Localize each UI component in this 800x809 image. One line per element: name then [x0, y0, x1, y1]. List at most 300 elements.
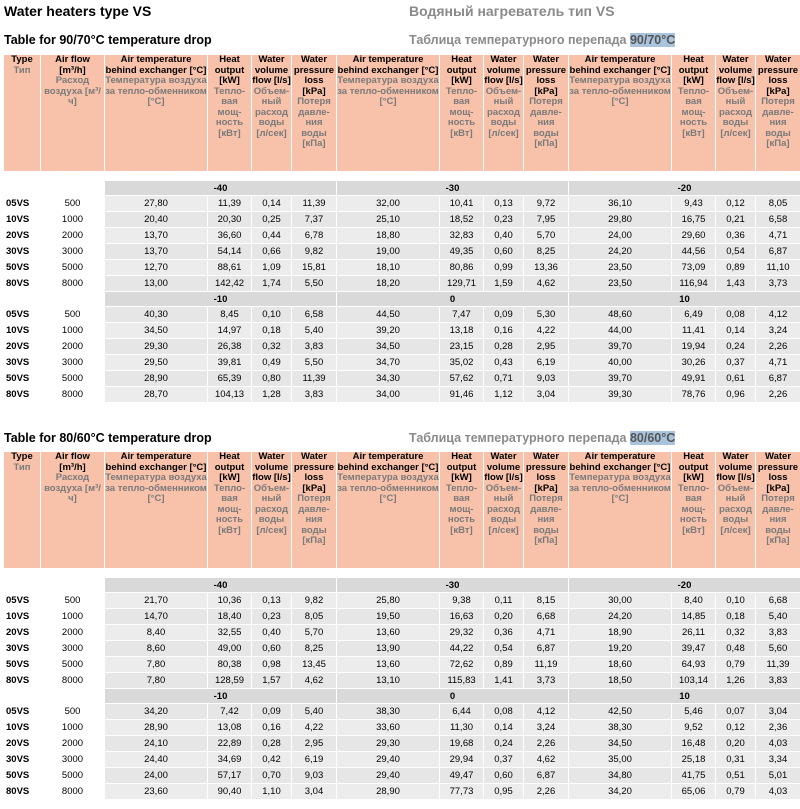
- value-cell: 6,87: [756, 244, 800, 259]
- value-cell: 0,60: [484, 768, 523, 783]
- value-cell: 18,90: [569, 625, 671, 640]
- value-cell: 0,37: [716, 355, 755, 370]
- value-cell: 77,73: [440, 784, 483, 799]
- value-cell: 6,68: [756, 593, 800, 608]
- value-cell: 0,42: [252, 752, 291, 767]
- header-heat: [208, 452, 251, 568]
- value-cell: 49,35: [440, 244, 483, 259]
- value-cell: 3,83: [756, 673, 800, 688]
- value-cell: 13,18: [440, 323, 483, 338]
- table-row: [4, 704, 800, 719]
- value-cell: 57,62: [440, 371, 483, 386]
- value-cell: 25,10: [337, 212, 439, 227]
- value-cell: 39,20: [337, 323, 439, 338]
- table-row: [4, 387, 800, 402]
- value-cell: 80,86: [440, 260, 483, 275]
- value-cell: 26,11: [672, 625, 715, 640]
- value-cell: 65,39: [208, 371, 251, 386]
- table-row: [4, 609, 800, 624]
- header-label-en: Heat output [kW]: [446, 55, 477, 86]
- value-cell: 4,62: [524, 752, 568, 767]
- value-cell: 1,12: [484, 387, 523, 402]
- value-cell: 5,46: [672, 704, 715, 719]
- header-label-ru: Объем-ный расход воды [л/сек]: [717, 85, 754, 139]
- table-row: [4, 784, 800, 799]
- value-cell: 9,03: [292, 768, 336, 783]
- table-row: [4, 752, 800, 767]
- type-cell: 05VS: [4, 593, 40, 608]
- value-cell: 16,63: [440, 609, 483, 624]
- header-label-en: Heat output [kW]: [678, 452, 709, 483]
- header-label-ru: Потеря давле-ния воды [кПа]: [761, 493, 795, 546]
- air-flow-cell: 2000: [41, 736, 104, 751]
- value-cell: 34,30: [337, 371, 439, 386]
- inlet-temperature: -10: [105, 689, 336, 703]
- value-cell: 29,50: [105, 355, 207, 370]
- value-cell: 0,24: [484, 736, 523, 751]
- value-cell: 3,83: [292, 339, 336, 354]
- value-cell: 32,00: [337, 196, 439, 211]
- value-cell: 29,94: [440, 752, 483, 767]
- value-cell: 6,58: [756, 212, 800, 227]
- type-cell: 10VS: [4, 323, 40, 338]
- value-cell: 6,44: [440, 704, 483, 719]
- value-cell: 0,98: [252, 657, 291, 672]
- table-row: [4, 323, 800, 338]
- value-cell: 5,40: [292, 323, 336, 338]
- header-row: [4, 452, 800, 568]
- table-row: [4, 657, 800, 672]
- value-cell: 49,00: [208, 641, 251, 656]
- value-cell: 3,73: [756, 276, 800, 291]
- value-cell: 2,36: [756, 720, 800, 735]
- value-cell: 6,19: [292, 752, 336, 767]
- header-vol: [252, 55, 291, 171]
- air-flow-cell: 500: [41, 704, 104, 719]
- header-label-en: Type: [11, 452, 33, 462]
- value-cell: 25,80: [337, 593, 439, 608]
- value-cell: 0,09: [252, 704, 291, 719]
- value-cell: 27,80: [105, 196, 207, 211]
- header-label-ru: Температура воздуха за тепло-обменником [°C]: [337, 75, 439, 107]
- table-row: [4, 736, 800, 751]
- header-vol: [484, 452, 523, 568]
- value-cell: 0,12: [716, 720, 755, 735]
- value-cell: 90,40: [208, 784, 251, 799]
- header-label-en: Air temperature behind exchanger [°C]: [337, 452, 439, 473]
- header-label-en: Water volume flow [l/s]: [716, 452, 755, 483]
- air-flow-cell: 3000: [41, 752, 104, 767]
- value-cell: 29,40: [337, 768, 439, 783]
- value-cell: 3,04: [756, 704, 800, 719]
- value-cell: 91,46: [440, 387, 483, 402]
- value-cell: 38,30: [337, 704, 439, 719]
- value-cell: 2,26: [756, 387, 800, 402]
- value-cell: 39,70: [569, 371, 671, 386]
- header-label-en: Air temperature behind exchanger [°C]: [105, 452, 207, 473]
- table-row: [4, 768, 800, 783]
- table-title-en: Table for 90/70°C temperature drop: [4, 33, 212, 47]
- value-cell: 9,82: [292, 244, 336, 259]
- value-cell: 0,23: [252, 609, 291, 624]
- value-cell: 21,70: [105, 593, 207, 608]
- value-cell: 5,70: [524, 228, 568, 243]
- air-flow-cell: 2000: [41, 625, 104, 640]
- value-cell: 0,25: [252, 212, 291, 227]
- inlet-temperature: -40: [105, 578, 336, 592]
- value-cell: 13,08: [208, 720, 251, 735]
- value-cell: 10,41: [440, 196, 483, 211]
- value-cell: 8,25: [524, 244, 568, 259]
- type-cell: 80VS: [4, 784, 40, 799]
- value-cell: 7,95: [524, 212, 568, 227]
- value-cell: 3,04: [292, 784, 336, 799]
- header-label-ru: Объем-ный расход воды [л/сек]: [253, 482, 290, 536]
- value-cell: 34,50: [105, 323, 207, 338]
- value-cell: 38,30: [569, 720, 671, 735]
- value-cell: 1,59: [484, 276, 523, 291]
- value-cell: 73,09: [672, 260, 715, 275]
- type-cell: 05VS: [4, 704, 40, 719]
- title-ru: Водяный нагреватель тип VS: [409, 3, 615, 19]
- value-cell: 0,18: [252, 323, 291, 338]
- air-flow-cell: 3000: [41, 641, 104, 656]
- header-label-en: Air temperature behind exchanger [°C]: [569, 452, 671, 473]
- air-flow-cell: 2000: [41, 339, 104, 354]
- value-cell: 35,02: [440, 355, 483, 370]
- value-cell: 34,69: [208, 752, 251, 767]
- table-body: [4, 569, 800, 799]
- value-cell: 0,61: [716, 371, 755, 386]
- value-cell: 0,31: [716, 752, 755, 767]
- value-cell: 24,00: [569, 228, 671, 243]
- header-label-en: Heat output [kW]: [678, 55, 709, 86]
- header-vol: [716, 55, 755, 171]
- air-flow-cell: 1000: [41, 609, 104, 624]
- type-cell: 50VS: [4, 260, 40, 275]
- value-cell: 0,28: [484, 339, 523, 354]
- header-label-en: Water pressure loss [kPa]: [525, 55, 567, 97]
- value-cell: 72,62: [440, 657, 483, 672]
- spacer-row: [4, 172, 800, 180]
- value-cell: 7,42: [208, 704, 251, 719]
- value-cell: 39,70: [569, 339, 671, 354]
- header-heat: [440, 452, 483, 568]
- temperature-row: [4, 292, 800, 306]
- value-cell: 2,26: [524, 736, 568, 751]
- value-cell: 0,89: [484, 657, 523, 672]
- air-flow-cell: 500: [41, 307, 104, 322]
- value-cell: 18,50: [569, 673, 671, 688]
- value-cell: 19,94: [672, 339, 715, 354]
- value-cell: 28,90: [105, 371, 207, 386]
- type-cell: 10VS: [4, 609, 40, 624]
- header-label-en: Heat output [kW]: [446, 452, 477, 483]
- type-cell: 80VS: [4, 276, 40, 291]
- value-cell: 0,66: [252, 244, 291, 259]
- type-cell: 20VS: [4, 228, 40, 243]
- inlet-temperature: -40: [105, 181, 336, 195]
- value-cell: 25,18: [672, 752, 715, 767]
- value-cell: 2,26: [756, 339, 800, 354]
- value-cell: 1,57: [252, 673, 291, 688]
- value-cell: 11,10: [756, 260, 800, 275]
- header-label-en: Water volume flow [l/s]: [716, 55, 755, 86]
- table-row: [4, 228, 800, 243]
- value-cell: 78,76: [672, 387, 715, 402]
- header-label-en: Air flow [m³/h]: [55, 55, 90, 76]
- inlet-temperature: -20: [569, 578, 800, 592]
- air-flow-cell: 8000: [41, 387, 104, 402]
- inlet-temperature: 10: [569, 292, 800, 306]
- value-cell: 28,70: [105, 387, 207, 402]
- inlet-temperature: 10: [569, 689, 800, 703]
- value-cell: 3,24: [756, 323, 800, 338]
- type-cell: 30VS: [4, 244, 40, 259]
- value-cell: 4,62: [292, 673, 336, 688]
- value-cell: 11,19: [524, 657, 568, 672]
- value-cell: 0,14: [252, 196, 291, 211]
- value-cell: 48,60: [569, 307, 671, 322]
- inlet-temperature: -30: [337, 181, 568, 195]
- value-cell: 4,71: [756, 355, 800, 370]
- header-label-ru: Тепло-вая мощ-ность [кВт]: [677, 482, 710, 536]
- value-cell: 1,41: [484, 673, 523, 688]
- header-label-ru: Расход воздуха [м³/ч]: [44, 472, 101, 504]
- value-cell: 0,10: [716, 593, 755, 608]
- inlet-temperature: -20: [569, 181, 800, 195]
- value-cell: 18,20: [337, 276, 439, 291]
- air-flow-cell: 5000: [41, 768, 104, 783]
- value-cell: 0,49: [252, 355, 291, 370]
- value-cell: 0,48: [716, 641, 755, 656]
- value-cell: 29,40: [337, 752, 439, 767]
- value-cell: 5,01: [756, 768, 800, 783]
- type-cell: 05VS: [4, 196, 40, 211]
- type-cell: 10VS: [4, 720, 40, 735]
- value-cell: 29,32: [440, 625, 483, 640]
- value-cell: 6,58: [292, 307, 336, 322]
- value-cell: 13,00: [105, 276, 207, 291]
- value-cell: 28,90: [105, 720, 207, 735]
- temperature-blank: [4, 292, 104, 306]
- header-temp: [105, 55, 207, 171]
- value-cell: 29,60: [672, 228, 715, 243]
- value-cell: 39,30: [569, 387, 671, 402]
- value-cell: 33,60: [337, 720, 439, 735]
- value-cell: 34,70: [337, 355, 439, 370]
- air-flow-cell: 1000: [41, 720, 104, 735]
- value-cell: 4,12: [524, 704, 568, 719]
- header-label-en: Water pressure loss [kPa]: [757, 55, 799, 97]
- header-temp: [569, 452, 671, 568]
- value-cell: 28,90: [337, 784, 439, 799]
- header-vol: [252, 452, 291, 568]
- value-cell: 0,44: [252, 228, 291, 243]
- value-cell: 1,28: [252, 387, 291, 402]
- header-label-ru: Потеря давле-ния воды [кПа]: [297, 96, 331, 149]
- value-cell: 0,12: [716, 196, 755, 211]
- header-label-ru: Объем-ный расход воды [л/сек]: [253, 85, 290, 139]
- inlet-temperature: 0: [337, 689, 568, 703]
- value-cell: 0,99: [484, 260, 523, 275]
- value-cell: 142,42: [208, 276, 251, 291]
- type-cell: 30VS: [4, 641, 40, 656]
- value-cell: 23,15: [440, 339, 483, 354]
- value-cell: 8,15: [524, 593, 568, 608]
- header-label-ru: Температура воздуха за тепло-обменником [°C]: [337, 472, 439, 504]
- value-cell: 7,47: [440, 307, 483, 322]
- value-cell: 44,56: [672, 244, 715, 259]
- value-cell: 10,36: [208, 593, 251, 608]
- header-label-en: Air temperature behind exchanger [°C]: [105, 55, 207, 76]
- table-row: [4, 355, 800, 370]
- heater-table: [3, 451, 800, 800]
- value-cell: 11,39: [292, 196, 336, 211]
- table-row: [4, 339, 800, 354]
- header-temp: [569, 55, 671, 171]
- value-cell: 24,40: [105, 752, 207, 767]
- value-cell: 6,68: [524, 609, 568, 624]
- value-cell: 18,10: [337, 260, 439, 275]
- value-cell: 11,39: [208, 196, 251, 211]
- table-row: [4, 673, 800, 688]
- header-label-ru: Объем-ный расход воды [л/сек]: [717, 482, 754, 536]
- value-cell: 0,20: [484, 609, 523, 624]
- value-cell: 0,07: [716, 704, 755, 719]
- value-cell: 8,45: [208, 307, 251, 322]
- value-cell: 4,62: [524, 276, 568, 291]
- header-loss: [524, 452, 568, 568]
- header-label-en: Water pressure loss [kPa]: [757, 452, 799, 494]
- value-cell: 19,50: [337, 609, 439, 624]
- value-cell: 0,13: [484, 196, 523, 211]
- value-cell: 41,75: [672, 768, 715, 783]
- value-cell: 7,37: [292, 212, 336, 227]
- value-cell: 0,54: [484, 641, 523, 656]
- value-cell: 0,60: [484, 244, 523, 259]
- type-cell: 20VS: [4, 339, 40, 354]
- value-cell: 18,60: [569, 657, 671, 672]
- value-cell: 5,50: [292, 276, 336, 291]
- value-cell: 11,39: [292, 371, 336, 386]
- value-cell: 103,14: [672, 673, 715, 688]
- value-cell: 0,40: [484, 228, 523, 243]
- value-cell: 0,28: [252, 736, 291, 751]
- temperature-row: [4, 181, 800, 195]
- temperature-blank: [4, 181, 104, 195]
- header-label-ru: Тепло-вая мощ-ность [кВт]: [445, 482, 478, 536]
- value-cell: 29,80: [569, 212, 671, 227]
- temperature-blank: [4, 578, 104, 592]
- table-row: [4, 371, 800, 386]
- value-cell: 0,36: [716, 228, 755, 243]
- spacer-cell: [4, 172, 800, 180]
- header-flow: [41, 452, 104, 568]
- table-title-en: Table for 80/60°C temperature drop: [4, 431, 212, 445]
- value-cell: 9,72: [524, 196, 568, 211]
- value-cell: 16,75: [672, 212, 715, 227]
- value-cell: 23,60: [105, 784, 207, 799]
- type-cell: 50VS: [4, 768, 40, 783]
- value-cell: 104,13: [208, 387, 251, 402]
- value-cell: 1,26: [716, 673, 755, 688]
- value-cell: 0,13: [252, 593, 291, 608]
- value-cell: 34,00: [337, 387, 439, 402]
- value-cell: 0,20: [716, 736, 755, 751]
- value-cell: 12,70: [105, 260, 207, 275]
- spacer-row: [4, 569, 800, 577]
- value-cell: 11,39: [756, 657, 800, 672]
- value-cell: 0,40: [252, 625, 291, 640]
- highlighted-range: 80/60°C: [629, 431, 676, 445]
- type-cell: 30VS: [4, 355, 40, 370]
- value-cell: 5,60: [756, 641, 800, 656]
- value-cell: 0,11: [484, 593, 523, 608]
- header-type: [4, 452, 40, 568]
- header-loss: [524, 55, 568, 171]
- air-flow-cell: 5000: [41, 371, 104, 386]
- header-label-en: Air temperature behind exchanger [°C]: [337, 55, 439, 76]
- value-cell: 64,93: [672, 657, 715, 672]
- value-cell: 13,70: [105, 244, 207, 259]
- temperature-row: [4, 689, 800, 703]
- table-title-ru: Таблица температурного перепада 90/70°C: [409, 33, 676, 47]
- type-cell: 50VS: [4, 657, 40, 672]
- value-cell: 2,95: [524, 339, 568, 354]
- value-cell: 6,87: [524, 641, 568, 656]
- value-cell: 19,20: [569, 641, 671, 656]
- value-cell: 24,00: [105, 768, 207, 783]
- value-cell: 1,09: [252, 260, 291, 275]
- air-flow-cell: 5000: [41, 657, 104, 672]
- value-cell: 23,50: [569, 260, 671, 275]
- value-cell: 0,14: [716, 323, 755, 338]
- value-cell: 8,05: [292, 609, 336, 624]
- value-cell: 14,97: [208, 323, 251, 338]
- value-cell: 19,00: [337, 244, 439, 259]
- header-loss: [756, 452, 800, 568]
- value-cell: 6,78: [292, 228, 336, 243]
- value-cell: 13,60: [337, 657, 439, 672]
- header-label-ru: Тип: [13, 461, 31, 473]
- value-cell: 4,71: [524, 625, 568, 640]
- header-label-ru: Тип: [13, 64, 31, 76]
- value-cell: 0,32: [716, 625, 755, 640]
- value-cell: 19,68: [440, 736, 483, 751]
- air-flow-cell: 8000: [41, 784, 104, 799]
- value-cell: 34,20: [569, 784, 671, 799]
- value-cell: 32,55: [208, 625, 251, 640]
- header-label-ru: Расход воздуха [м³/ч]: [44, 75, 101, 107]
- value-cell: 0,08: [484, 704, 523, 719]
- air-flow-cell: 8000: [41, 673, 104, 688]
- air-flow-cell: 2000: [41, 228, 104, 243]
- value-cell: 0,80: [252, 371, 291, 386]
- value-cell: 13,70: [105, 228, 207, 243]
- value-cell: 24,10: [105, 736, 207, 751]
- type-cell: 50VS: [4, 371, 40, 386]
- value-cell: 34,80: [569, 768, 671, 783]
- value-cell: 0,60: [252, 641, 291, 656]
- value-cell: 11,41: [672, 323, 715, 338]
- value-cell: 24,20: [569, 244, 671, 259]
- type-cell: 20VS: [4, 736, 40, 751]
- value-cell: 88,61: [208, 260, 251, 275]
- value-cell: 0,18: [716, 609, 755, 624]
- air-flow-cell: 3000: [41, 244, 104, 259]
- header-label-ru: Тепло-вая мощ-ность [кВт]: [445, 85, 478, 139]
